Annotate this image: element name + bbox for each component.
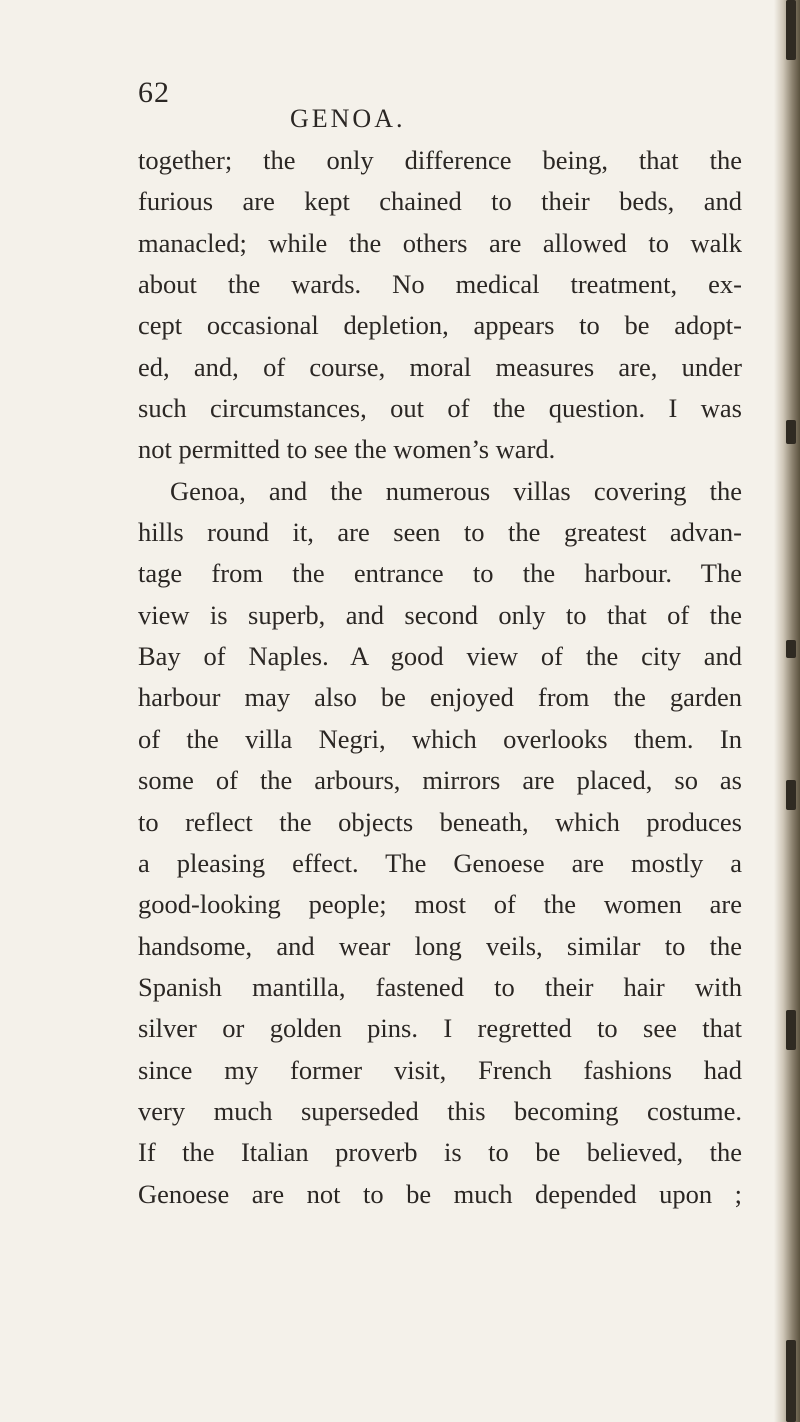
text-line: hills round it, are seen to the greatest advan- — [138, 517, 742, 548]
running-head: GENOA. — [290, 104, 406, 133]
text-line: since my former visit, French fashions had — [138, 1054, 742, 1085]
text-line: harbour may also be enjoyed from the garden — [138, 682, 742, 713]
text-line: good-looking people; most of the women are — [138, 889, 742, 920]
text-line: some of the arbours, mirrors are placed, so as — [138, 765, 742, 796]
binding-shadow-mark — [786, 1340, 796, 1422]
page-number: 62 — [138, 76, 170, 109]
text-line: to reflect the objects beneath, which produces — [138, 806, 742, 837]
body-text — [138, 140, 742, 1215]
binding-shadow-mark — [786, 640, 796, 658]
text-line: of the villa Negri, which overlooks them. In — [138, 723, 742, 754]
text-line: very much superseded this becoming costume. — [138, 1095, 742, 1126]
text-line: not permitted to see the women’s ward. — [138, 434, 556, 465]
text-line: manacled; while the others are allowed to walk — [138, 227, 742, 258]
binding-shadow-mark — [786, 780, 796, 810]
binding-shadow-mark — [786, 0, 796, 60]
text-line: cept occasional depletion, appears to be adopt- — [138, 310, 742, 341]
text-line: together; the only difference being, that the — [138, 145, 742, 175]
text-line: tage from the entrance to the harbour. The — [138, 558, 742, 589]
page-binding-edge — [774, 0, 800, 1422]
text-line: Genoa, and the numerous villas covering the — [170, 475, 742, 506]
text-line: a pleasing effect. The Genoese are mostly a — [138, 847, 742, 878]
text-line: silver or golden pins. I regretted to see that — [138, 1013, 742, 1044]
text-line: If the Italian proverb is to be believed, the — [138, 1137, 742, 1168]
binding-shadow-mark — [786, 1010, 796, 1050]
text-line: ed, and, of course, moral measures are, under — [138, 351, 742, 382]
text-line: Bay of Naples. A good view of the city and — [138, 641, 742, 672]
text-line: about the wards. No medical treatment, ex- — [138, 269, 742, 300]
text-line: view is superb, and second only to that of the — [138, 599, 742, 630]
text-line: handsome, and wear long veils, similar to the — [138, 930, 742, 961]
binding-shadow-mark — [786, 420, 796, 444]
text-line: furious are kept chained to their beds, and — [138, 186, 742, 217]
text-line: Genoese are not to be much depended upon ; — [138, 1178, 742, 1209]
text-line: such circumstances, out of the question. I was — [138, 393, 742, 424]
text-line: Spanish mantilla, fastened to their hair with — [138, 971, 742, 1002]
